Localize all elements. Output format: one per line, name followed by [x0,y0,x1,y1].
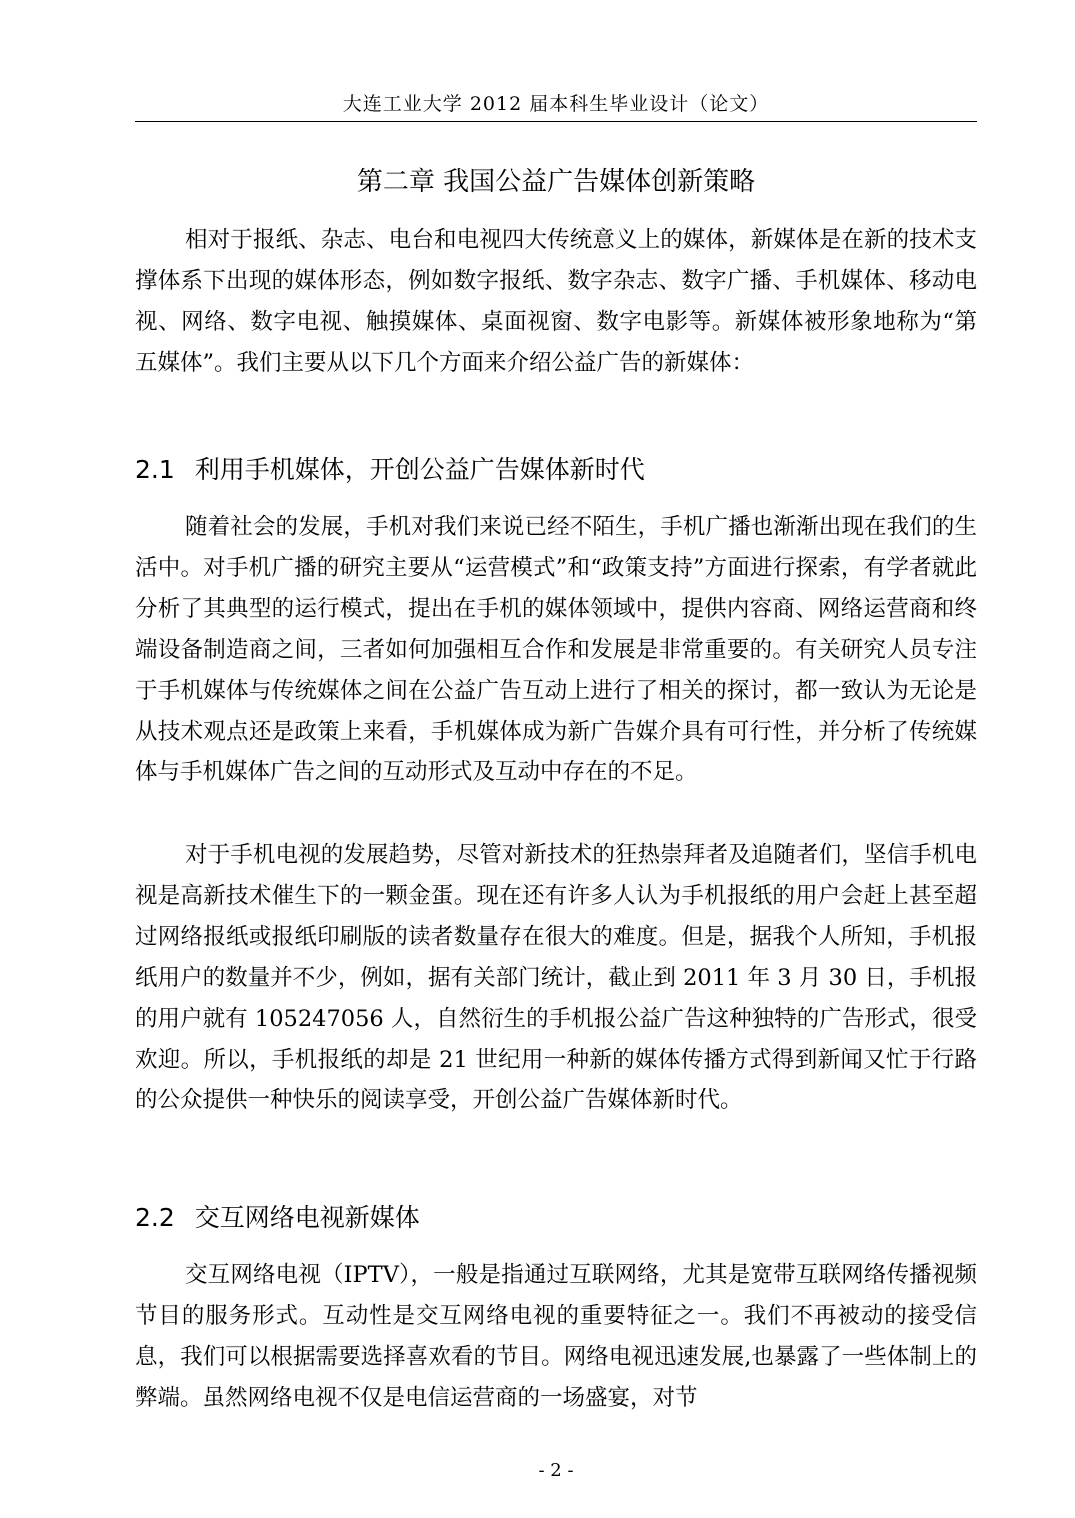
page-number: - 2 - [538,1460,574,1481]
section-number: 2.2 [135,1203,175,1232]
chapter-intro-paragraph: 相对于报纸、杂志、电台和电视四大传统意义上的媒体，新媒体是在新的技术支撑体系下出现的媒体形态，例如数字报纸、数字杂志、数字广播、手机媒体、移动电视、网络、数字电视、触摸媒体、桌面视窗、数字电影等。新媒体被形象地称为“第五媒体”。我们主要从以下几个方面来介绍公益广告的新媒体： [135,227,977,376]
section-heading-2-2 [135,1201,977,1235]
section-title: 利用手机媒体，开创公益广告媒体新时代 [194,455,645,484]
header-divider [135,121,977,122]
section-heading-2-1 [135,453,977,487]
section-title: 交互网络电视新媒体 [194,1203,420,1232]
section-number: 2.1 [135,455,175,484]
body-paragraph: 对于手机电视的发展趋势，尽管对新技术的狂热崇拜者及追随者们，坚信手机电视是高新技术催生下的一颗金蛋。现在还有许多人认为手机报纸的用户会赶上甚至超过网络报纸或报纸印刷版的读者数量存在很大的难度。但是，据我个人所知，手机报纸用户的数量并不少，例如，据有关部门统计，截止到 2011 年 3 月 30 日，手机报的用户就有 105247056 人，自然衍生的手机报公益广告这种独特的广告形式，很受欢迎。所以，手机报纸的却是 21 世纪用一种新的媒体传播方式得到新闻又忙于行路的公众提供一种快乐的阅读享受，开创公益广告媒体新时代。 [135,842,977,1114]
body-paragraph: 交互网络电视（IPTV），一般是指通过互联网络，尤其是宽带互联网络传播视频节目的服务形式。互动性是交互网络电视的重要特征之一。我们不再被动的接受信息，我们可以根据需要选择喜欢看的节目。网络电视迅速发展,也暴露了一些体制上的弊端。虽然网络电视不仅是电信运营商的一场盛宴，对节 [135,1262,977,1411]
running-header: 大连工业大学 2012 届本科生毕业设计（论文） [342,93,770,115]
body-paragraph: 随着社会的发展，手机对我们来说已经不陌生，手机广播也渐渐出现在我们的生活中。对手机广播的研究主要从“运营模式”和“政策支持”方面进行探索，有学者就此分析了其典型的运行模式，提出在手机的媒体领域中，提供内容商、网络运营商和终端设备制造商之间，三者如何加强相互合作和发展是非常重要的。有关研究人员专注于手机媒体与传统媒体之间在公益广告互动上进行了相关的探讨，都一致认为无论是从技术观点还是政策上来看，手机媒体成为新广告媒介具有可行性，并分析了传统媒体与手机媒体广告之间的互动形式及互动中存在的不足。 [135,514,977,786]
chapter-title: 第二章 我国公益广告媒体创新策略 [356,167,756,197]
